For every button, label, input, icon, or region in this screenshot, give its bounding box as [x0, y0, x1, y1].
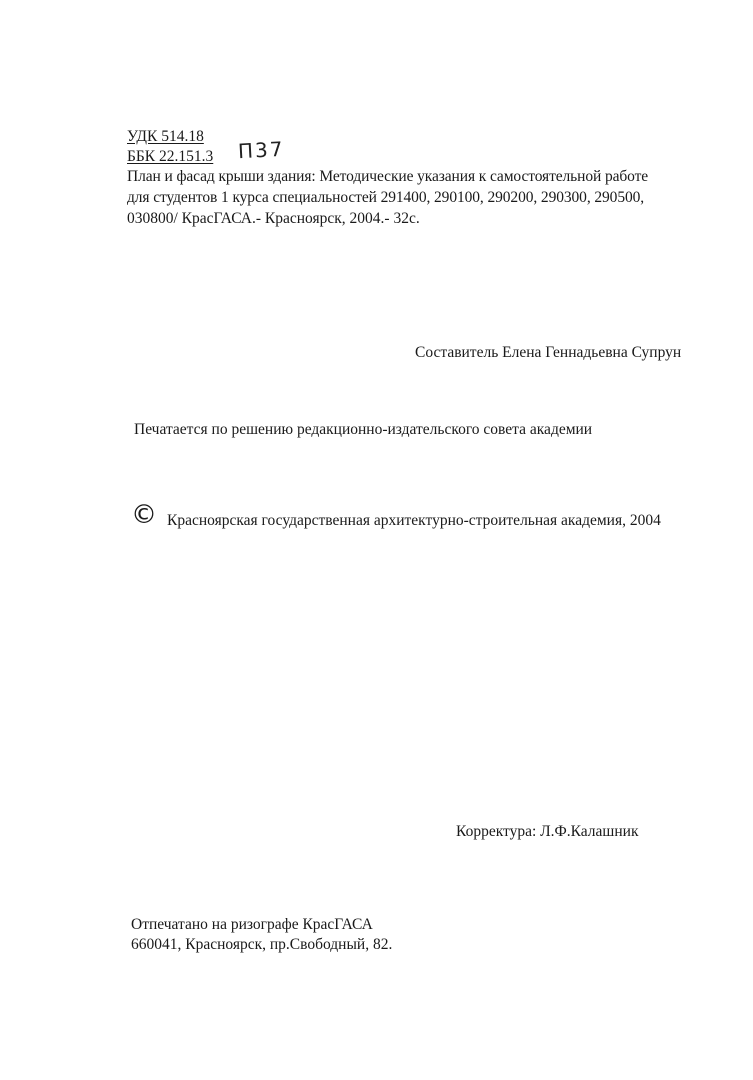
udk-code: УДК 514.18	[127, 128, 204, 145]
compiler-line: Составитель Елена Геннадьевна Супрун	[415, 344, 682, 361]
printed-line-1: Отпечатано на ризографе КрасГАСА	[131, 916, 373, 933]
citation-line-2: для студентов 1 курса специальностей 291400, 290100, 290200, 290300, 290500,	[127, 189, 645, 206]
approval-line: Печатается по решению редакционно-издательского совета академии	[134, 421, 593, 438]
printed-line-2: 660041, Красноярск, пр.Свободный, 82.	[131, 936, 393, 953]
citation-line-3: 030800/ КрасГАСА.- Красноярск, 2004.- 32с.	[127, 210, 420, 227]
copyright-icon: ©	[131, 500, 157, 530]
handwritten-code: П37	[237, 136, 286, 164]
citation-line-1: План и фасад крыши здания: Методические указания к самостоятельной работе	[127, 168, 649, 185]
proofreader-line: Корректура: Л.Ф.Калашник	[456, 823, 639, 840]
copyright-line: Красноярская государственная архитектурно-строительная академия, 2004	[167, 512, 661, 529]
bbk-code: ББК 22.151.3	[127, 148, 214, 165]
